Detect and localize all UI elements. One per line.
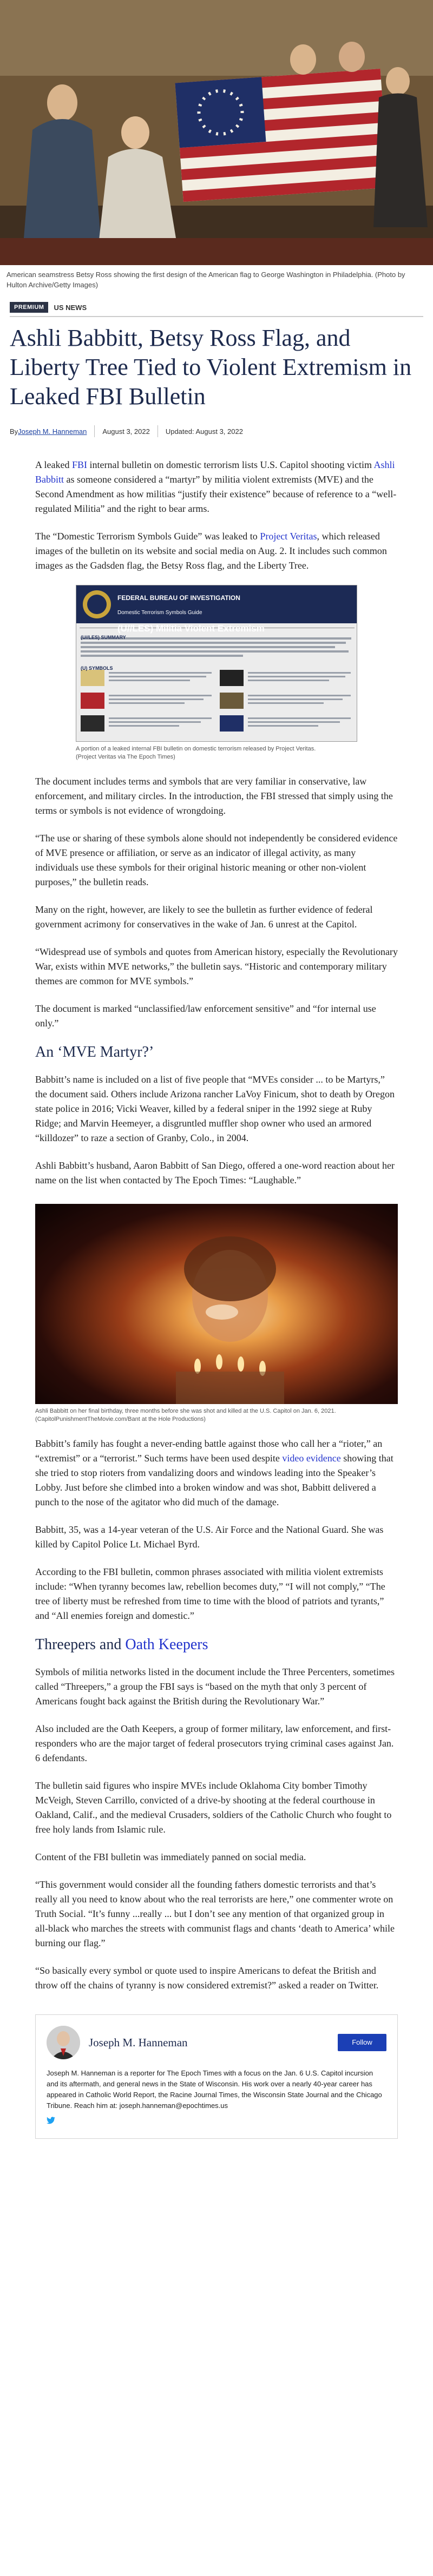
bulletin-caption: A portion of a leaked internal FBI bulletin on domestic terrorism released by Project Veritas. (Project Veritas via The Epoch Times) [76,746,316,760]
babbitt-photo[interactable] [35,1204,398,1404]
twitter-icon[interactable] [47,2117,386,2127]
paragraph: Ashli Babbitt’s husband, Aaron Babbitt of San Diego, offered a one-word reaction about her name on the list when contacted by The Epoch Times: “Laughable.” [35,1160,395,1185]
hero-illustration [0,0,433,265]
paragraph: The document is marked “unclassified/law enforcement sensitive” and “for internal use only.” [35,1003,376,1029]
bulletin-figure [76,585,357,761]
paragraph: Content of the FBI bulletin was immediately panned on social media. [35,1852,306,1862]
hero-caption: American seamstress Betsy Ross showing the first design of the American flag to George Washington in Philadelphia. (Photo by Hulton Archive/Getty Images) [6,271,405,289]
paragraph: “The use or sharing of these symbols alone should not independently be considered evidence of MVE presence or affiliation, or serve as an indicator of illegal activity, as many individuals use these symbols for their original historic meaning or other non-violent purposes,” the bulletin reads. [35,833,398,887]
updated-date: Updated: August 3, 2022 [165,427,243,436]
paragraph [35,1437,398,1510]
paragraph: Babbitt’s name is included on a list of five people that “MVEs consider ... to be Martyrs,” the document said. Others include Arizona rancher LaVoy Finicum, shot to death by Oregon state police in 2016; Vicki Weaver, killed by a federal sniper in the 1992 siege at Ruby Ridge; and Marvin Heemeyer, a disgruntled muffler shop owner who used an armored “killdozer” to raze a section of Granby, Colo., in 2004. [35,1074,395,1143]
paragraph: According to the FBI bulletin, common phrases associated with militia violent extremists include: “When tyranny becomes law, rebellion becomes duty,” “I will not comply,” “The tree of liberty must be refreshed from time to time with the blood of patriots and tyrants,” and “All enemies foreign and domestic.” [35,1566,385,1621]
paragraph: Also included are the Oath Keepers, a group of former military, law enforcement, and first-responders who are the major target of federal prosecutors trying criminal cases against Jan. 6 defendants. [35,1723,394,1763]
author-box [35,2014,398,2139]
ashli-babbitt-link[interactable]: Ashli Babbitt [35,459,395,485]
oath-keepers-link[interactable]: Oath Keepers [125,1636,208,1653]
paragraph: “Widespread use of symbols and quotes from American history, especially the Revolutionary War, exists within MVE networks,” the bulletin says. “Historic and contemporary military themes are common for MVE symbols.” [35,946,398,986]
paragraph: “So basically every symbol or quote used to inspire Americans to defeat the British and throw off the chains of tyranny is now considered extremist?” asked a reader on Twitter. [35,1965,379,1991]
author-photo-icon [47,2026,80,2059]
paragraph [35,529,398,573]
video-evidence-link[interactable]: video evidence [282,1453,341,1464]
author-name[interactable]: Joseph M. Hanneman [89,2035,188,2049]
subheading-threepers [35,1637,398,1652]
babbitt-photo-graphic [35,1204,398,1404]
bulletin-guide: Domestic Terrorism Symbols Guide [117,610,202,616]
text: internal bulletin on domestic terrorism lists U.S. Capitol shooting victim [87,459,374,470]
article-body-continued [0,1437,433,1993]
text: Threepers and [35,1636,126,1653]
byline-prefix: By [10,427,18,436]
hero-image [0,0,433,265]
text: showing that she tried to stop rioters from vandalizing doors and windows leading into the Speaker’s Lobby. Just before she climbed into a broken window and was shot, Babbitt delivered a punch to the nose of the agitator who did much of the damage. [35,1453,393,1507]
bulletin-agency: FEDERAL BUREAU OF INVESTIGATION [117,594,240,602]
publish-date: August 3, 2022 [102,427,150,436]
paragraph: Many on the right, however, are likely to see the bulletin as further evidence of federal government acrimony for conservatives in the wake of Jan. 6 unrest at the Capitol. [35,904,373,930]
author-header [47,2026,386,2059]
byline-divider [94,425,95,437]
paragraph: The document includes terms and symbols that are very familiar in conservative, law enforcement, and military circles. In the introduction, the FBI stressed that simply using the terms or symbols is not evidence of wrongdoing. [35,776,393,816]
paragraph [35,458,398,516]
paragraph: Symbols of militia networks listed in the document include the Three Percenters, sometimes called “Threepers,” a group the FBI says is “based on the myth that only 3 percent of Americans fought back against the British during the Revolutionary War.” [35,1666,395,1707]
premium-badge[interactable]: PREMIUM [10,302,48,313]
text: The “Domestic Terrorism Symbols Guide” was leaked to [35,531,260,542]
article-title: Ashli Babbitt, Betsy Ross Flag, and Liberty Tree Tied to Violent Extremism in Leaked FBI Bulletin [10,325,412,410]
text: , which released images of the bulletin on its website and social media on Aug. 2. It includes such common images as the Gadsden flag, the Betsy Ross flag, and the Liberty Tree. [35,531,387,571]
paragraph: “This government would consider all the founding fathers domestic terrorists and that’s really all you need to know about who the real terrorists are here,” one commenter wrote on Truth Social. “It’s funny ...really ... but I don’t see any mention of that organized group in all-black who marches the streets with communist flags and chants ‘death to America’ while burning our flag.” [35,1879,395,1948]
follow-button[interactable]: Follow [338,2034,386,2051]
bulletin-symbols-label: (U) SYMBOLS [81,666,113,671]
section-row [10,302,433,313]
paragraph: Babbitt, 35, was a 14-year veteran of the U.S. Air Force and the National Guard. She was killed by Capitol Police Lt. Michael Byrd. [35,1524,384,1550]
paragraph: The bulletin said figures who inspire MVEs include Oklahoma City bomber Timothy McVeigh, Steven Carrillo, convicted of a drive-by shooting at the federal courthouse in Oakland, Calif., and the medieval Crusaders, soldiers of the Catholic Church who fought to free holy lands from Islamic rule. [35,1780,392,1835]
bulletin-header [117,591,265,636]
fbi-link[interactable]: FBI [71,459,87,470]
project-veritas-link[interactable]: Project Veritas [260,531,317,542]
babbitt-figure [35,1204,398,1424]
avatar[interactable] [47,2026,80,2059]
bulletin-summary-label: (U//LES) SUMMARY [81,635,126,640]
author-bio: Joseph M. Hanneman is a reporter for The Epoch Times with a focus on the Jan. 6 U.S. Capitol incursion and its aftermath, and general news in the State of Wisconsin. His work over a nearly 40-year career has appeared in Catholic World Report, the Racine Journal Times, the Wisconsin State Journal and the Chicago Tribune. Reach him at: joseph.hanneman@epochtimes.us [47,2069,382,2110]
bulletin-heading: (U//LES) Militia Violent Extremism [117,623,265,634]
text: as someone considered a “martyr” by militia violent extremists (MVE) and the Second Amendment as how militias “justify their existence” because of reference to a “well-regulated Militia” and the right to bear arms. [35,474,397,514]
section-link[interactable]: US NEWS [54,303,87,312]
article-body [0,458,433,1188]
byline [10,425,433,437]
author-link[interactable]: Joseph M. Hanneman [18,427,87,436]
bulletin-image[interactable] [76,585,357,742]
text: Babbitt’s family has fought a never-ending battle against those who call her a “rioter,” an “extremist” or a “terrorist.” Such terms have been used despite [35,1438,383,1464]
text: A leaked [35,459,72,470]
subheading-mve-martyr: An ‘MVE Martyr?’ [35,1044,154,1060]
babbitt-caption: Ashli Babbitt on her final birthday, three months before she was shot and killed at the U.S. Capitol on Jan. 6, 2021. (CapitolPunishmentTheMovie.com/Bant at the Hole Productions) [35,1408,336,1422]
